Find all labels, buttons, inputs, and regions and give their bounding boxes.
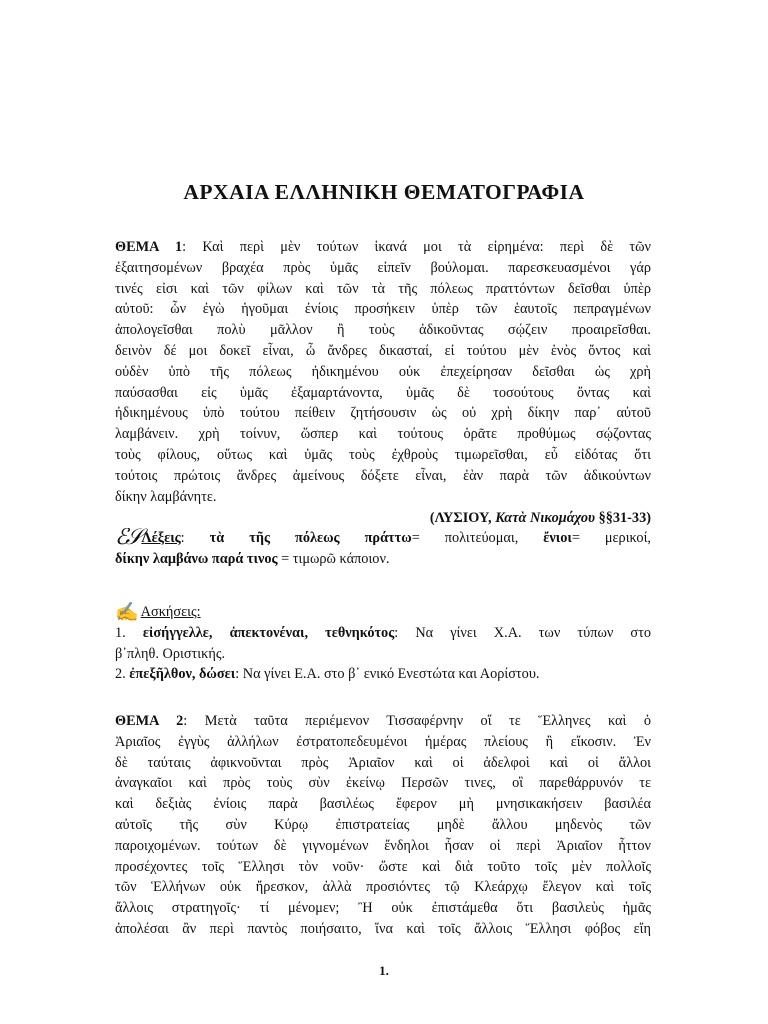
lexeis-term: δίκην λαμβάνω παρά τινος bbox=[115, 550, 278, 567]
thema1-line: παύσασθαι εἰς ὑμᾶς ἐξαμαρτάνοντα, ὑμᾶς δὲ τοσούτους ὄντας καὶ bbox=[115, 384, 651, 401]
thema1-label: ΘΕΜΑ 1 bbox=[115, 239, 183, 255]
thema1-section bbox=[115, 237, 651, 529]
thema2-label: ΘΕΜΑ 2 bbox=[115, 713, 184, 729]
lexeis-colon: : bbox=[180, 530, 210, 546]
thema1-source bbox=[115, 508, 651, 529]
exercise-text: : Να γίνει Ε.Α. στο β᾽ ενικό Ενεστώτα και Αορίστου. bbox=[235, 666, 540, 683]
thema2-line: τῶν Ἑλλήνων οὐκ ἤρεσκον, ἀλλὰ προσιόντες τῷ Κλεάρχῳ ἔλεγον καὶ τοῖς bbox=[115, 879, 651, 896]
thema2-line: καὶ δεξιὰς ἐνίοις παρὰ βασιλέως ἔφερον μὴ μνησικακήσειν βασιλέα bbox=[115, 796, 651, 813]
exercise-item bbox=[115, 623, 651, 644]
source-author: (ΛΥΣΙΟΥ, bbox=[429, 510, 496, 527]
thema2-line: ἀπολέσαι ἂν περὶ παντὸς ποιήσαιτο, ἵνα καὶ τοῖς ἄλλοις Ἕλλησι φόβος εἴη bbox=[115, 920, 651, 937]
thema1-line: τούτοις πρώτοις ἄνδρες ἀμείνους δόξετε εἶναι, ἐὰν παρὰ τῶν ἀδικούντων bbox=[115, 467, 651, 484]
askiseis-label: Ασκήσεις: bbox=[140, 604, 201, 620]
lexeis-definition: = πολιτεύομαι, bbox=[411, 530, 544, 546]
thema2-line: παροιχομένων. τούτων δὲ γιγνομένων ἔνδηλοι ἦσαν οἱ περὶ Ἀριαῖον ἧττον bbox=[115, 837, 651, 854]
thema1-line: τινές εἰσι καὶ τῶν φίλων καὶ τῶν τὰ τῆς πόλεως πραττόντων δεῖσθαι ὑπὲρ bbox=[115, 280, 651, 297]
thema1-line: οὐδὲν ὑπὸ τῆς πόλεως ἠδικημένου οὐκ ἐπεχείρησαν δεῖσθαι ὡς χρὴ bbox=[115, 363, 651, 380]
thema1-line: ἐξαιτησομένων βραχέα πρὸς ὑμᾶς εἰπεῖν βούλομαι. παρεσκευασμένοι γάρ bbox=[115, 259, 651, 276]
thema2-line bbox=[115, 711, 651, 732]
exercise-words: ἐπεξῆλθον, δώσει bbox=[129, 666, 236, 683]
exercise-words: εἰσήγγελλε, ἀπεκτονέναι, τεθνηκότος bbox=[142, 624, 395, 641]
source-ref: §§31-33) bbox=[595, 510, 651, 527]
thema2-line: προσέχοντες τοῖς Ἕλλησι τὸν νοῦν· ὥστε καὶ διὰ τοῦτο τοῖς μὲν πολλοῖς bbox=[115, 858, 651, 875]
lexeis-label: Λέξεις bbox=[141, 530, 181, 546]
lexeis-definition: = μερικοί, bbox=[571, 530, 651, 546]
thema1-line: ἀπολογεῖσθαι πολὺ μᾶλλον ἢ τοὺς ἀδικοῦντας σῴζειν προαιρεῖσθαι. bbox=[115, 322, 651, 339]
pencil-writing-icon: ✍ bbox=[115, 602, 139, 623]
thema2-line: ἄλλοις στρατηγοῖς· τί μένομεν; Ἢ οὐκ ἐπιστάμεθα ὅτι βασιλεὺς ἡμᾶς bbox=[115, 900, 651, 917]
askiseis-section bbox=[115, 602, 651, 685]
thema2-line: δὲ ταύταις ἀφικνοῦνται πρὸς Ἀριαῖον καὶ οἱ ἀδελφοὶ καὶ οἱ ἄλλοι bbox=[115, 754, 651, 771]
exercise-item-cont: β᾽πληθ. Οριστικής. bbox=[115, 645, 226, 662]
exercise-text: : Να γίνει Χ.Α. των τύπων στο bbox=[394, 624, 651, 641]
exercise-number: 1. bbox=[115, 624, 143, 641]
lexeis-section bbox=[115, 528, 651, 570]
page-number: 1. bbox=[379, 963, 389, 978]
writing-hand-icon: ℰ𝒮 bbox=[115, 528, 140, 549]
thema2-line: αὐτοῖς τῆς σὺν Κύρῳ ἐπιστρατείας μηδὲ ἄλλου μηδενὸς τῶν bbox=[115, 816, 651, 833]
askiseis-header bbox=[115, 602, 651, 623]
thema2-line: ἀναγκαῖοι καὶ πρὸς τοὺς σὺν ἐκείνῳ Περσῶν τινες, οἳ παρεθάρρυνόν τε bbox=[115, 775, 651, 792]
lexeis-line bbox=[115, 549, 651, 570]
thema1-line: δεινὸν δέ μοι δοκεῖ εἶναι, ὦ ἄνδρες δικασταί, εἰ τούτου μὲν ἑνὸς ὄντος καὶ bbox=[115, 342, 651, 359]
thema2-section bbox=[115, 711, 651, 940]
lexeis-definition: = τιμωρῶ κάποιον. bbox=[277, 550, 390, 567]
lexeis-line bbox=[115, 528, 651, 549]
thema1-line bbox=[115, 237, 651, 258]
thema1-line: αὐτοῦ: ὧν ἐγὼ ἡγοῦμαι ἐνίοις προσήκειν ὑπὲρ τῶν ἑαυτοῖς πεπραγμένων bbox=[115, 301, 651, 318]
exercise-item bbox=[115, 664, 651, 685]
thema2-line: Ἀριαῖος ἐγγὺς ἀλλήλων ἐστρατοπεδευμένοι ἡμέρας πλείους ἢ εἴκοσιν. Ἐν bbox=[115, 733, 651, 750]
thema1-line: τοὺς φίλους, οὕτως καὶ ὑμᾶς τοὺς ἐχθροὺς τιμωρεῖσθαι, εὖ εἰδότας ὅτι bbox=[115, 446, 651, 463]
thema1-line: λαμβάνειν. χρὴ τοίνυν, ὥσπερ καὶ τούτους ὁρᾶτε προθύμως σῴζοντας bbox=[115, 426, 651, 443]
thema2-text: : Μετὰ ταῦτα περιέμενον Τισσαφέρνην οἵ τε Ἕλληνες καὶ ὁ bbox=[183, 713, 651, 729]
thema1-line: δίκην λαμβάνητε. bbox=[115, 488, 217, 505]
page-title: ΑΡΧΑΙΑ ΕΛΛΗΝΙΚΗ ΘΕΜΑΤΟΓΡΑΦΙΑ bbox=[183, 180, 585, 204]
source-work: Κατὰ Νικομάχου bbox=[495, 510, 595, 527]
lexeis-term: ἔνιοι bbox=[543, 530, 572, 546]
exercise-number: 2. bbox=[115, 666, 130, 683]
thema1-text: : Καὶ περὶ μὲν τούτων ἱκανά μοι τὰ εἰρημένα: περὶ δὲ τῶν bbox=[182, 239, 651, 255]
lexeis-term: τὰ τῆς πόλεως πράττω bbox=[209, 530, 412, 546]
thema1-line: ἠδικημένους ὑπὸ τούτου πείθειν ζητήσουσιν ὡς οὐ χρὴ δίκην παρ᾽ αὐτοῦ bbox=[115, 405, 651, 422]
